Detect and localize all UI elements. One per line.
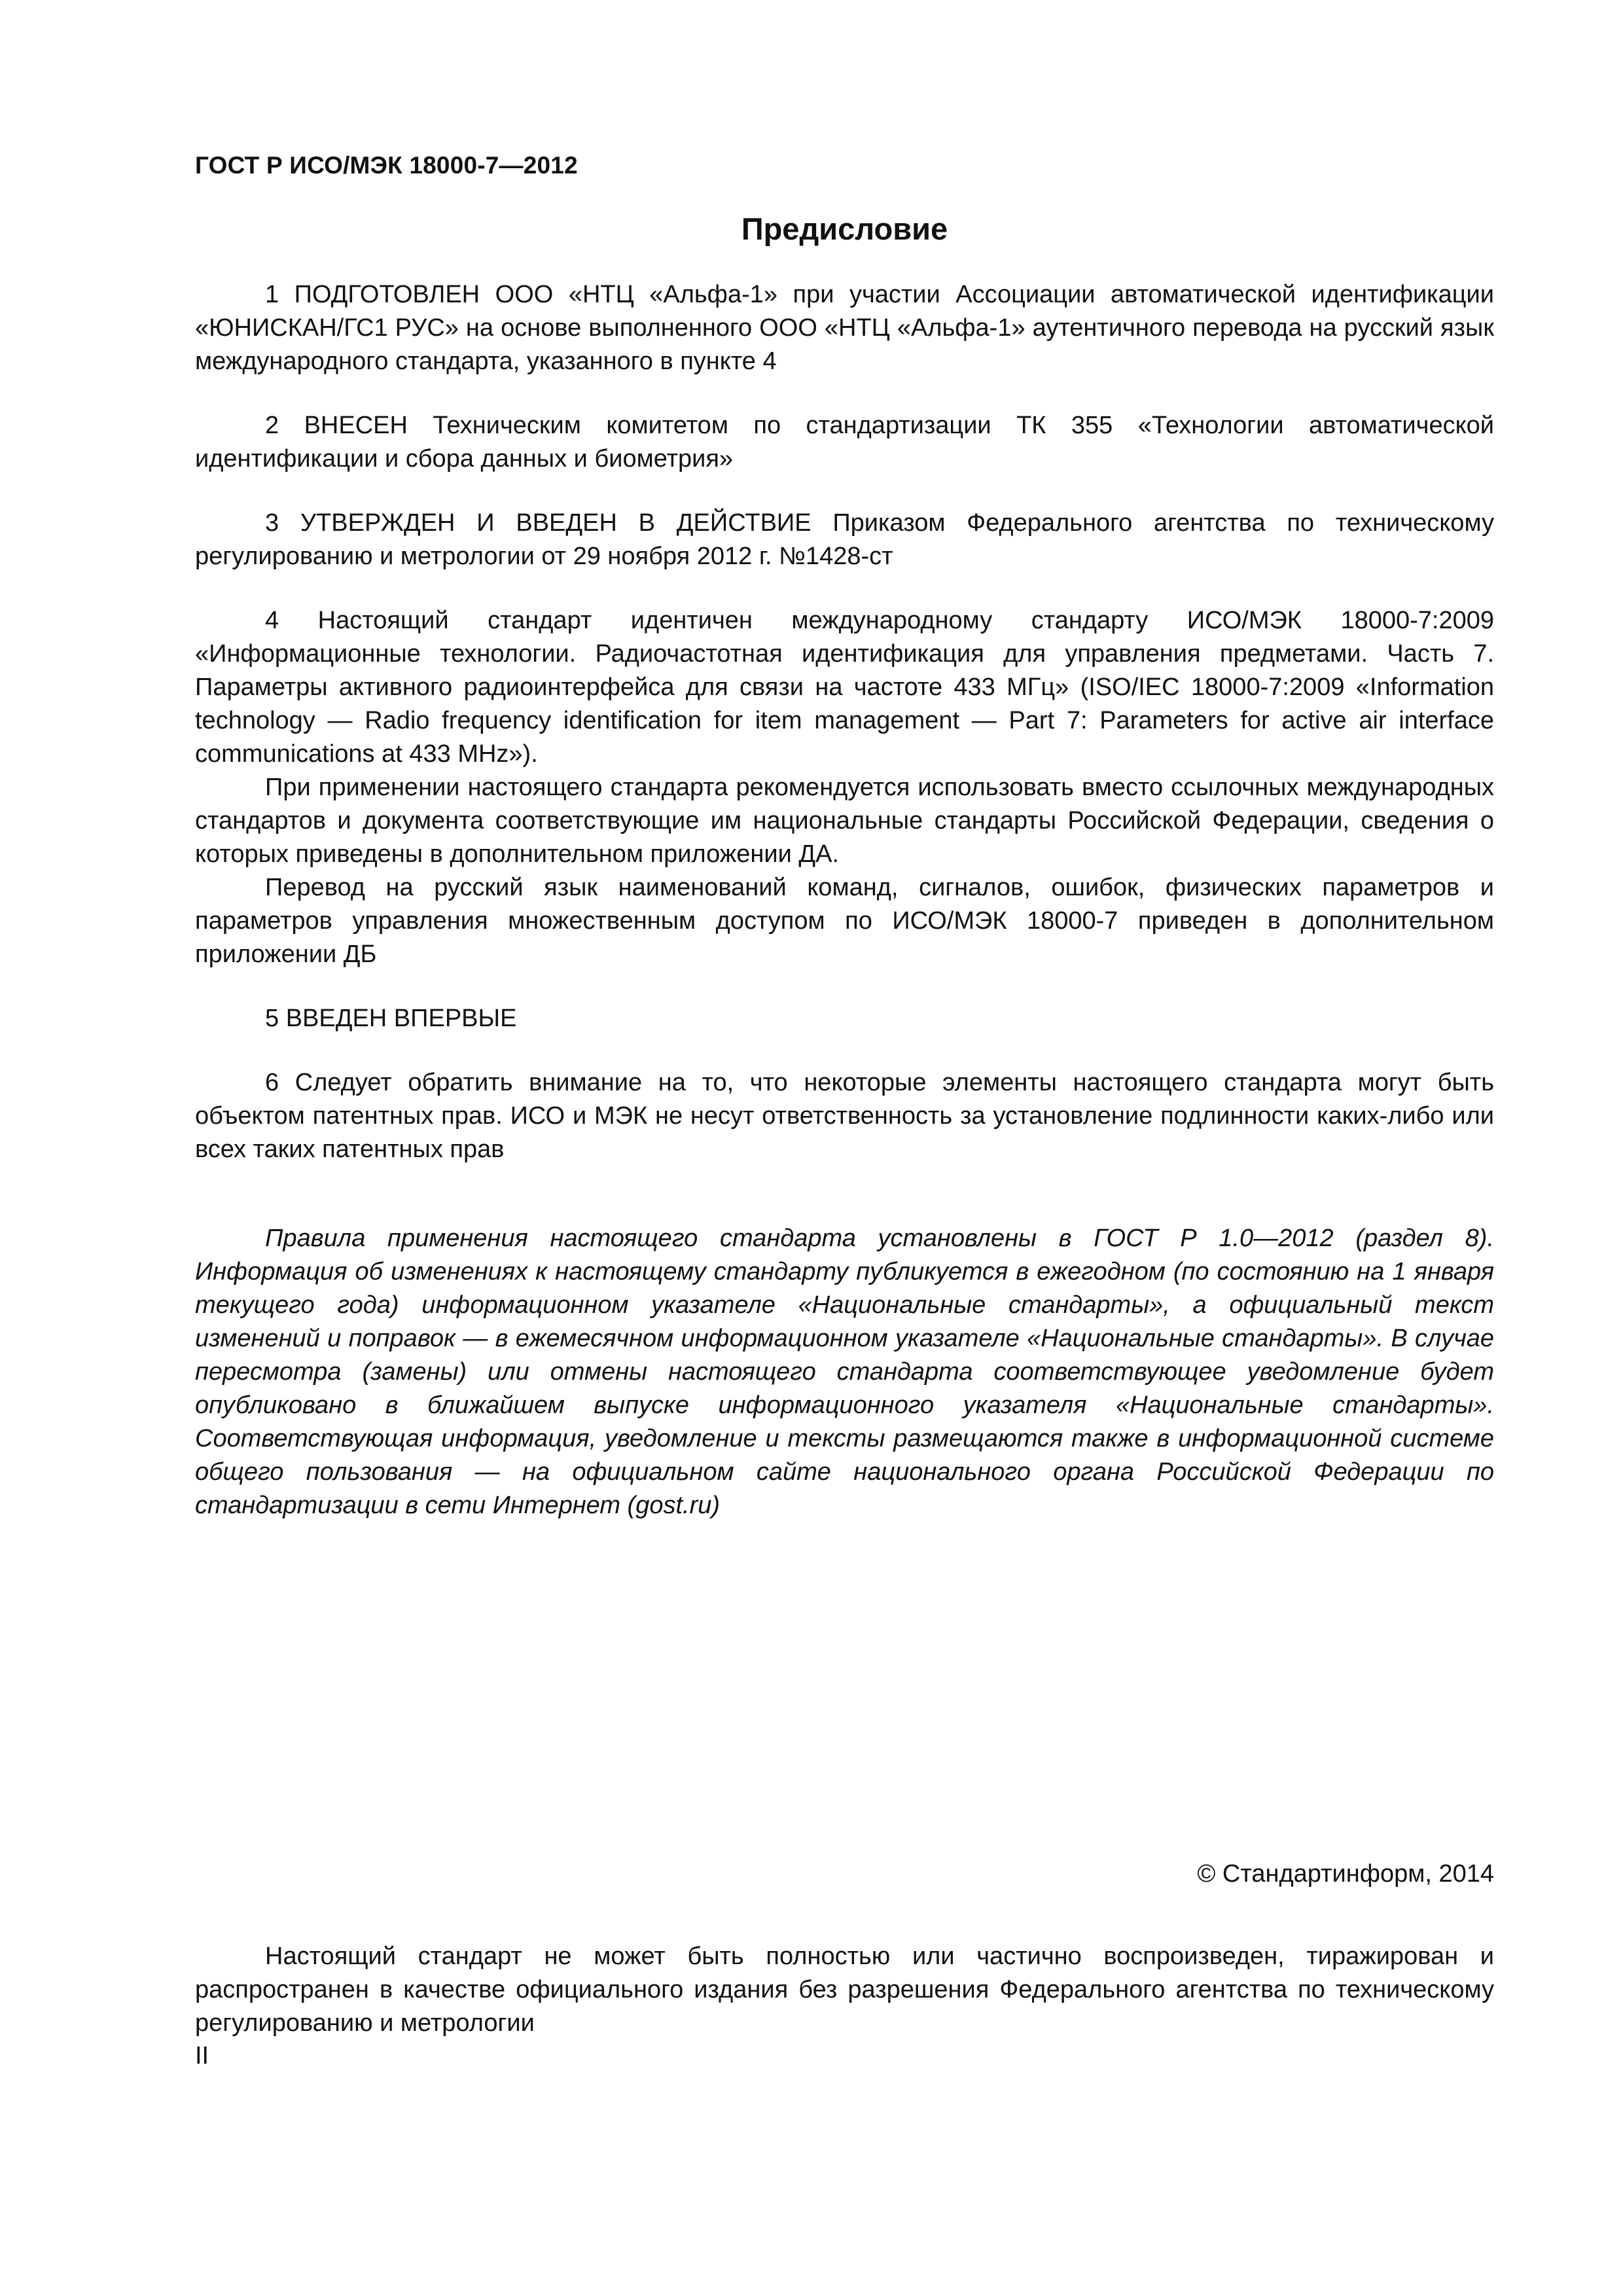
paragraph-translation: Перевод на русский язык наименований команд, сигналов, ошибок, физических параметров и параметров управления множественным доступом по ИСО/МЭК 18000-7 приведен в дополнительном приложении ДБ <box>195 874 1494 968</box>
application-rules-note: Правила применения настоящего стандарта установлены в ГОСТ Р 1.0—2012 (раздел 8). Информация об изменениях к настоящему стандарту публикуется в ежегодном (по состоянию на 1 января текущего года) информационном указателе «Национальные стандарты», а официальный текст изменений и поправок — в ежемесячном информационном указателе «Национальные стандарты». В случае пересмотра (замены) или отмены настоящего стандарта соответствующее уведомление будет опубликовано в ближайшем выпуске информационного указателя «Национальные стандарты». Соответствующая информация, уведомление и тексты размещаются также в информационной системе общего пользования — на официальном сайте национального органа Российской Федерации по стандартизации в сети Интернет (gost.ru) <box>195 1225 1494 1519</box>
document-code-header: ГОСТ Р ИСО/МЭК 18000-7—2012 <box>195 152 578 179</box>
paragraph-approved: 3 УТВЕРЖДЕН И ВВЕДЕН В ДЕЙСТВИЕ Приказом Федерального агентства по техническому регулированию и метрологии от 29 ноября 2012 г. №1428-ст <box>195 509 1494 570</box>
page-title: Предисловие <box>741 211 948 246</box>
reproduction-notice: Настоящий стандарт не может быть полностью или частично воспроизведен, тиражирован и распространен в качестве официального издания без разрешения Федерального агентства по техническому регулированию и метрологии <box>195 1943 1494 2037</box>
paragraph-patent-rights: 6 Следует обратить внимание на то, что некоторые элементы настоящего стандарта могут быть объектом патентных прав. ИСО и МЭК не несут ответственность за установление подлинности каких-либо или всех таких патентных прав <box>195 1069 1494 1163</box>
foreword-body <box>195 278 1494 1166</box>
paragraph-identical-standard: 4 Настоящий стандарт идентичен международному стандарту ИСО/МЭК 18000-7:2009 «Информационные технологии. Радиочастотная идентификация для управления предметами. Часть 7. Параметры активного радиоинтерфейса для связи на частоте 433 МГц» (ISO/IEC 18000-7:2009 «Information technology — Radio frequency identification for item management — Part 7: Parameters for active air interface communications at 433 MHz»). <box>195 607 1494 768</box>
page-number: II <box>195 2042 209 2070</box>
paragraph-first-introduced: 5 ВВЕДЕН ВПЕРВЫЕ <box>265 1005 517 1032</box>
copyright-notice: © Стандартинформ, 2014 <box>1197 1860 1494 1888</box>
paragraph-references: При применении настоящего стандарта рекомендуется использовать вместо ссылочных международных стандартов и документа соответствующие им национальные стандарты Российской Федерации, сведения о которых приведены в дополнительном приложении ДА. <box>195 774 1494 868</box>
paragraph-prepared-by: 1 ПОДГОТОВЛЕН ООО «НТЦ «Альфа-1» при участии Ассоциации автоматической идентификации «ЮНИСКАН/ГС1 РУС» на основе выполненного ООО «НТЦ «Альфа-1» аутентичного перевода на русский язык международного стандарта, указанного в пункте 4 <box>195 281 1494 375</box>
paragraph-introduced-by: 2 ВНЕСЕН Техническим комитетом по стандартизации ТК 355 «Технологии автоматической идентификации и сбора данных и биометрия» <box>195 412 1494 473</box>
